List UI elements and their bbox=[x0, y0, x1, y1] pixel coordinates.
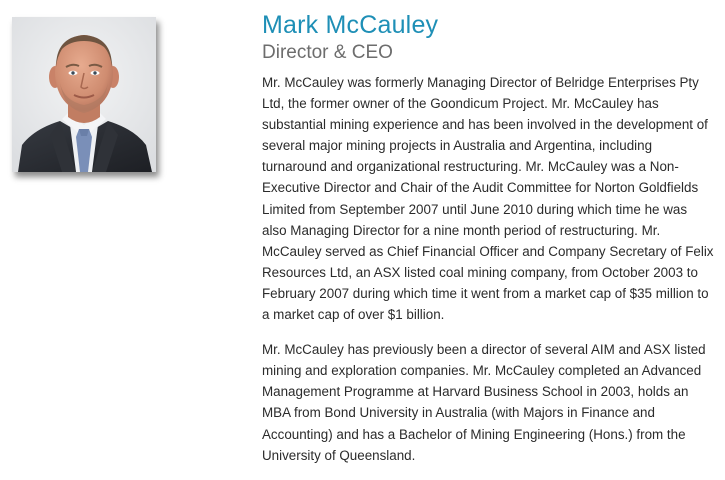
bio-paragraph: Mr. McCauley has previously been a director of several AIM and ASX listed mining and exploration companies. Mr. McCauley completed an Advanced Management Programme at Harvard Business School in 2003, holds an MBA from Bond University in Australia (with Majors in Finance and Accounting) and has a Bachelor of Mining Engineering (Hons.) from the University of Queensland. bbox=[262, 342, 706, 463]
person-position: Director & CEO bbox=[262, 42, 393, 63]
bio-paragraph: Mr. McCauley was formerly Managing Director of Belridge Enterprises Pty Ltd, the former owner of the Goondicum Project. Mr. McCauley has substantial mining experience and has been involved in the development of several major mining projects in Australia and Argentina, including turnaround and organizational restructuring. Mr. McCauley was a Non-Executive Director and Chair of the Audit Committee for Norton Goldfields Limited from September 2007 until June 2010 during which time he was also Managing Director for a nine month period of restructuring. Mr. McCauley served as Chief Financial Officer and Company Secretary of Felix Resources Ltd, an ASX listed coal mining company, from October 2003 to February 2007 during which time it went from a market cap of $35 million to a market cap of over $1 billion. bbox=[262, 75, 714, 323]
person-name: Mark McCauley bbox=[262, 11, 439, 39]
bio-section bbox=[262, 10, 714, 480]
profile-photo bbox=[12, 17, 156, 172]
person-portrait-photo-icon bbox=[12, 17, 156, 172]
